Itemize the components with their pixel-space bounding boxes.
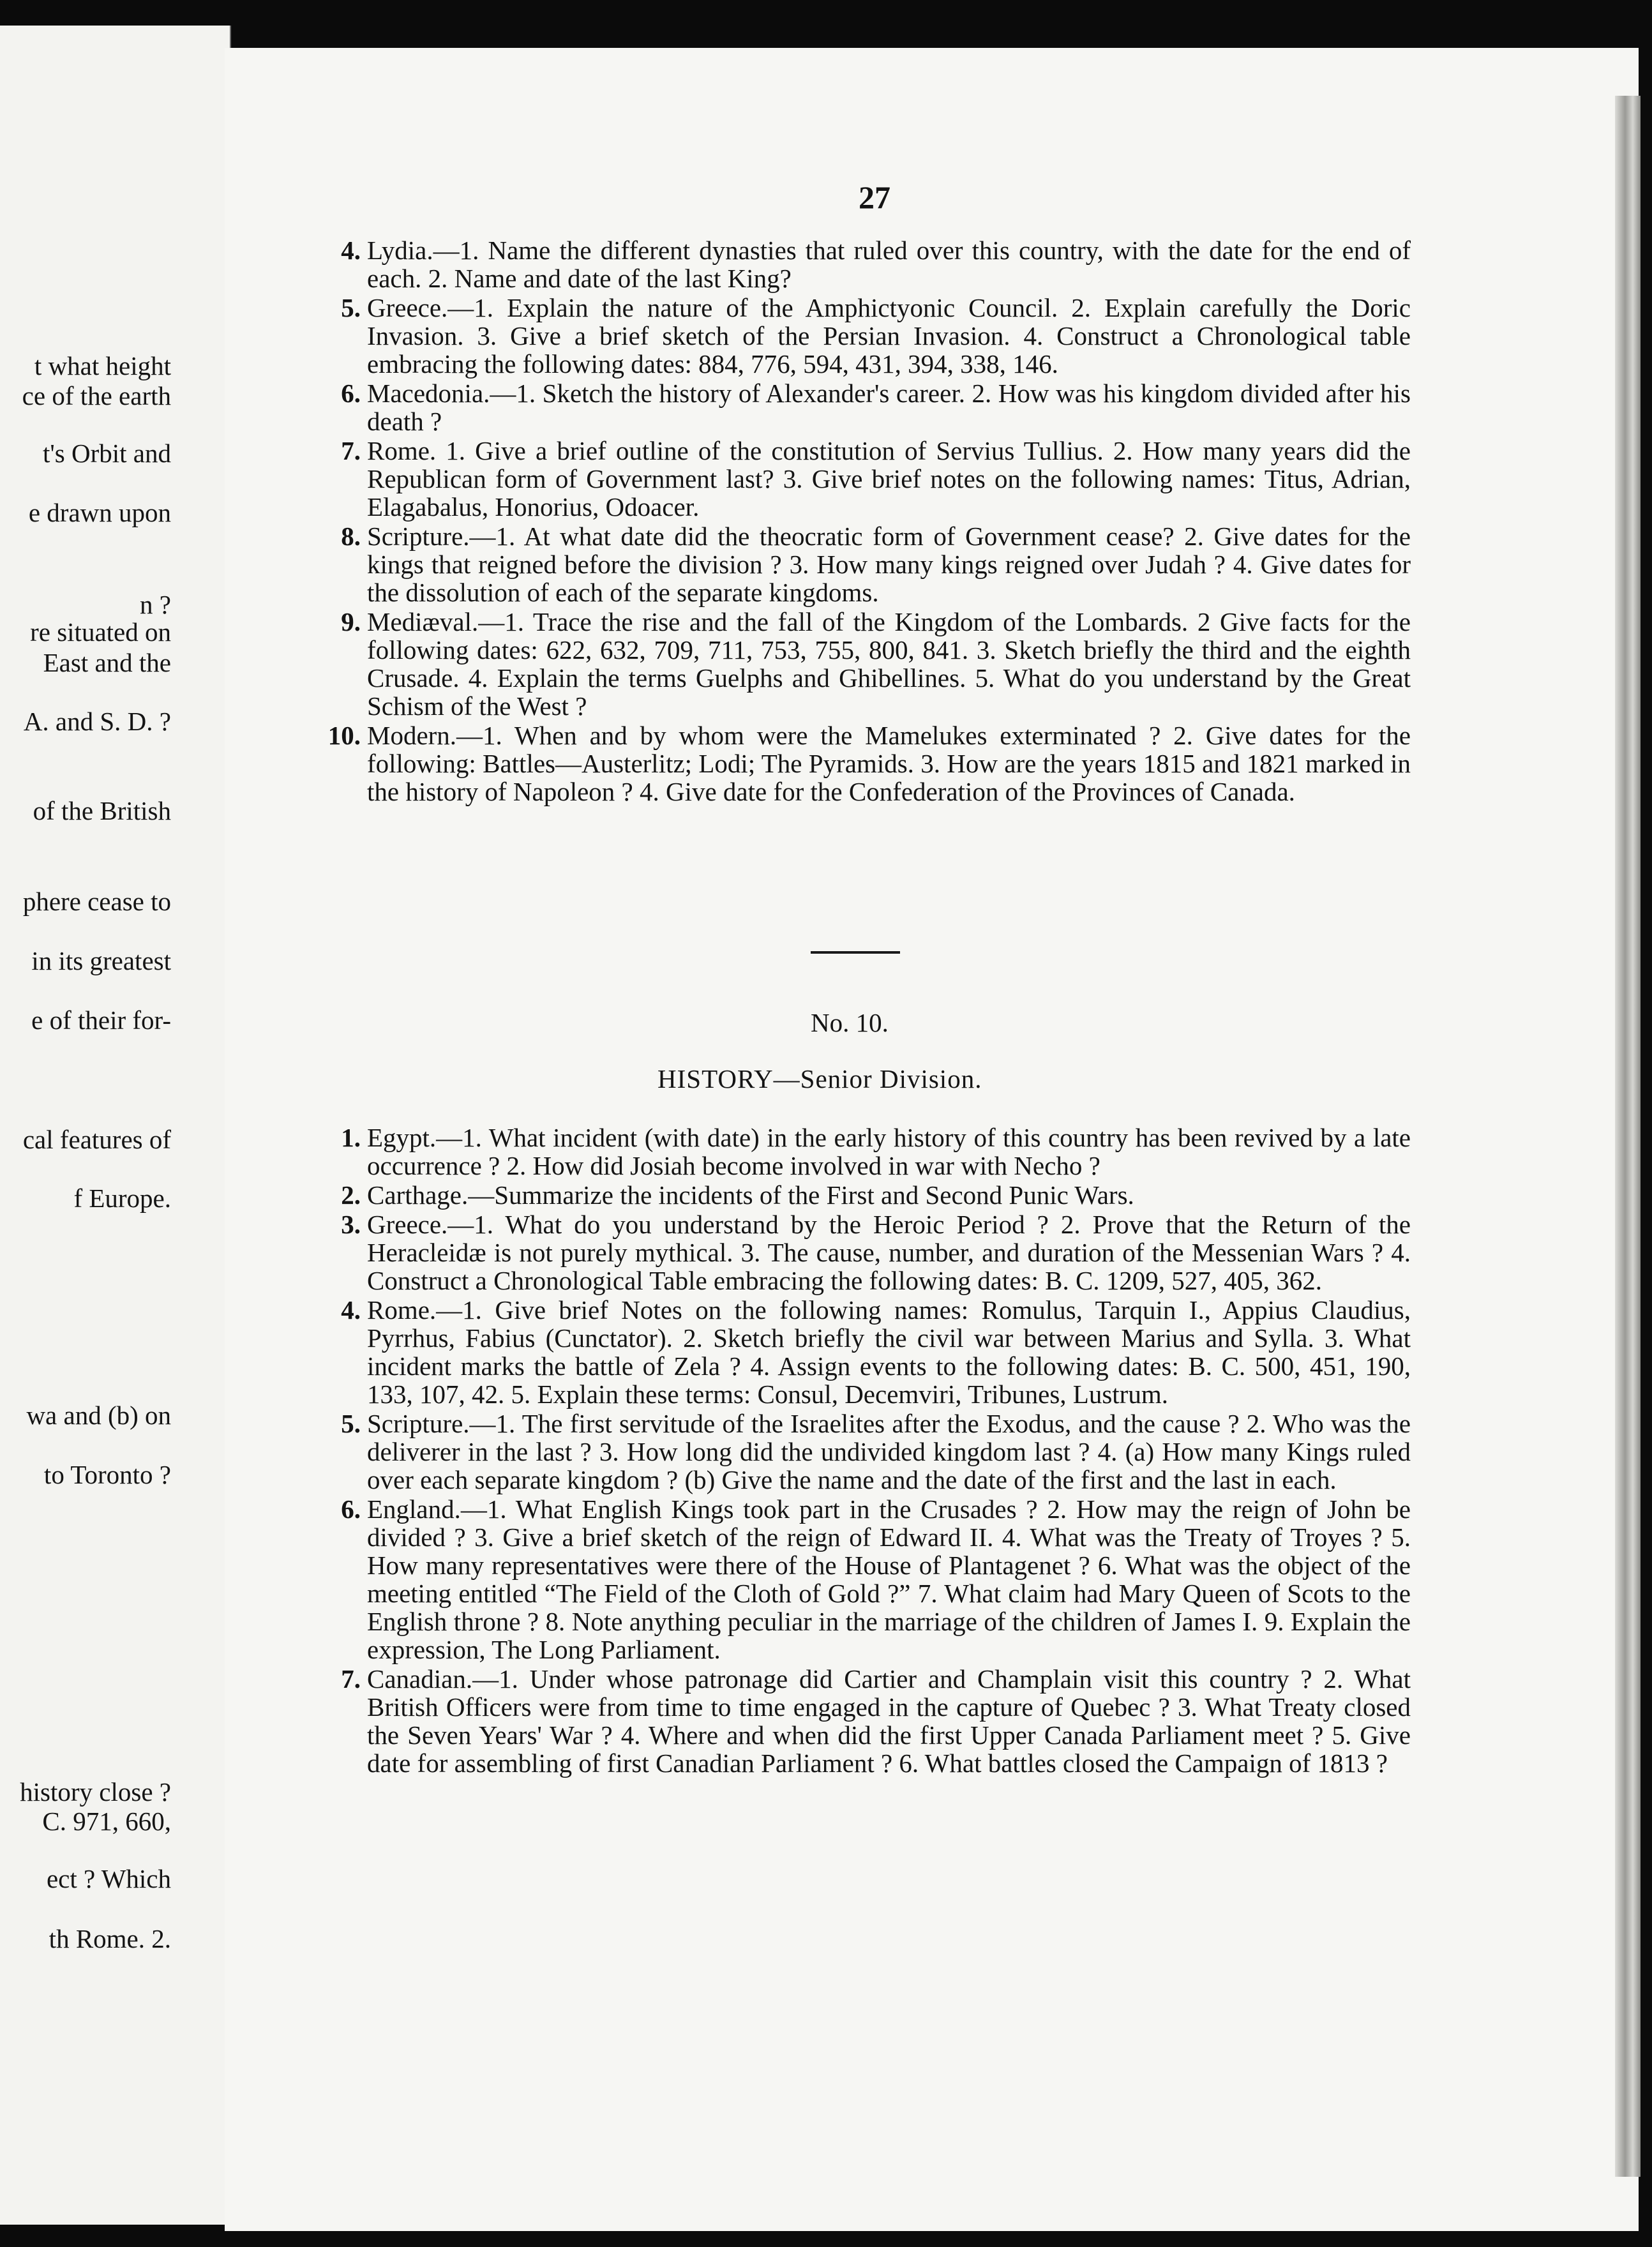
question-text: England.—1. What English Kings took part in the Crusades ? 2. How may the reign of John be divided ? 3. Give a brief sketch of the reign of Edward II. 4. What was the Treaty of Troyes ? 5. How many representatives were there of the House of Plantagenet ? 6. What was the object of the meeting entitled “The Field of the Cloth of Gold ?” 7. What claim had Mary Queen of Scots to the English throne ? 8. Note anything peculiar in the marriage of the children of James I. 9. Explain the expression, The Long Parliament.	[367, 1494, 1411, 1664]
left-page-line: history close ?	[20, 1777, 171, 1807]
question-number: 6.	[341, 1494, 361, 1524]
question-text: Scripture.—1. The first servitude of the Israelites after the Exodus, and the cause ? 2. Who was the deliverer in the last ? 3. How long did the undivided kingdom last ? 4. (a) How many Kings ruled over each separate kingdom ? (b) Give the name and the date of the first and the last in each.	[367, 1409, 1411, 1494]
question-number: 5.	[341, 1409, 361, 1438]
left-page-line: East and the	[43, 648, 171, 677]
left-page-line: phere cease to	[22, 887, 171, 916]
left-page	[0, 26, 231, 2225]
question-item	[306, 721, 1411, 806]
left-page-line: e of their for-	[31, 1005, 171, 1035]
paper-number: No. 10.	[811, 1008, 889, 1037]
question-text: Lydia.—1. Name the different dynasties that ruled over this country, with the date for the end of each. 2. Name and date of the last King?	[367, 236, 1411, 293]
question-number: 4.	[341, 236, 361, 265]
question-item	[306, 1296, 1411, 1408]
question-item	[306, 1495, 1411, 1664]
left-page-line: ce of the earth	[22, 381, 171, 410]
question-item	[306, 236, 1411, 292]
left-page-line: wa and (b) on	[26, 1401, 171, 1430]
left-page-line: f Europe.	[73, 1184, 171, 1213]
left-page-line: A. and S. D. ?	[23, 707, 171, 736]
left-page-line: cal features of	[22, 1125, 171, 1154]
question-number: 4.	[341, 1295, 361, 1325]
question-text: Macedonia.—1. Sketch the history of Alexander's career. 2. How was his kingdom divided after his death ?	[367, 379, 1411, 436]
left-page-line: in its greatest	[31, 946, 171, 975]
question-number: 6.	[341, 379, 361, 408]
left-page-line: t what height	[34, 351, 171, 380]
left-page-line: th Rome. 2.	[49, 1924, 171, 1953]
left-page-line: re situated on	[30, 617, 171, 647]
question-item	[306, 1409, 1411, 1494]
left-page-line: t's Orbit and	[43, 439, 171, 468]
question-number: 5.	[341, 293, 361, 322]
question-text: Mediæval.—1. Trace the rise and the fall of the Kingdom of the Lombards. 2 Give facts for the following dates: 622, 632, 709, 711, 753, 755, 800, 841. 3. Sketch briefly the third and the eighth Crusade. 4. Explain the terms Guelphs and Ghibellines. 5. What do you understand by the Great Schism of the West ?	[367, 607, 1411, 721]
question-item	[306, 379, 1411, 435]
question-text: Modern.—1. When and by whom were the Mamelukes exterminated ? 2. Give dates for the following: Battles—Austerlitz; Lodi; The Pyramids. 3. How are the years 1815 and 1821 marked in the history of Napoleon ? 4. Give date for the Confederation of the Provinces of Canada.	[367, 721, 1411, 806]
left-page-line: ect ? Which	[46, 1864, 171, 1893]
question-number: 3.	[341, 1210, 361, 1239]
question-text: Rome. 1. Give a brief outline of the constitution of Servius Tullius. 2. How many years did the Republican form of Government last? 3. Give brief notes on the following names: Titus, Adrian, Elagabalus, Honorius, Odoacer.	[367, 436, 1411, 522]
question-text: Carthage.—Summarize the incidents of the First and Second Punic Wars.	[367, 1180, 1134, 1210]
question-number: 7.	[341, 436, 361, 465]
question-text: Canadian.—1. Under whose patronage did Cartier and Champlain visit this country ? 2. What British Officers were from time to time engaged in the capture of Quebec ? 3. What Treaty closed the Seven Years' War ? 4. Where and when did the first Upper Canada Parliament meet ? 5. Give date for assembling of first Canadian Parliament ? 6. What battles closed the Campaign of 1813 ?	[367, 1664, 1411, 1778]
question-item	[306, 294, 1411, 378]
question-text: Egypt.—1. What incident (with date) in the early history of this country has been revived by a late occurrence ? 2. How did Josiah become involved in war with Necho ?	[367, 1123, 1411, 1180]
question-item	[306, 522, 1411, 606]
question-item	[306, 437, 1411, 521]
junior-questions	[306, 236, 1411, 807]
question-item	[306, 1181, 1411, 1209]
section-divider	[811, 951, 900, 954]
question-text: Greece.—1. What do you understand by the Heroic Period ? 2. Prove that the Return of the Heracleidæ is not purely mythical. 3. The cause, number, and duration of the Messenian Wars ? 4. Construct a Chronological Table embracing the following dates: B. C. 1209, 527, 405, 362.	[367, 1210, 1411, 1295]
question-item	[306, 1665, 1411, 1777]
question-number: 9.	[341, 607, 361, 636]
question-text: Rome.—1. Give brief Notes on the following names: Romulus, Tarquin I., Appius Claudius, Pyrrhus, Fabius (Cunctator). 2. Sketch briefly the civil war between Marius and Sylla. 3. What incident marks the battle of Zela ? 4. Assign events to the following dates: B. C. 500, 451, 190, 133, 107, 42. 5. Explain these terms: Consul, Decemviri, Tribunes, Lustrum.	[367, 1295, 1411, 1409]
question-item	[306, 1210, 1411, 1295]
question-item	[306, 608, 1411, 720]
question-text: Scripture.—1. At what date did the theocratic form of Government cease? 2. Give dates for the kings that reigned before the division ? 3. How many kings reigned over Judah ? 4. Give dates for the dissolution of each of the separate kingdoms.	[367, 522, 1411, 607]
question-number: 8.	[341, 522, 361, 551]
left-page-line: to Toronto ?	[43, 1460, 171, 1489]
page-number: 27	[859, 179, 890, 215]
page-edge	[1615, 96, 1641, 2177]
question-text: Greece.—1. Explain the nature of the Amphictyonic Council. 2. Explain carefully the Doric Invasion. 3. Give a brief sketch of the Persian Invasion. 4. Construct a Chronological table embracing the following dates: 884, 776, 594, 431, 394, 338, 146.	[367, 293, 1411, 379]
left-page-line: of the British	[33, 796, 171, 825]
question-item	[306, 1124, 1411, 1180]
left-page-line: n ?	[140, 590, 171, 619]
left-page-line: C. 971, 660,	[42, 1807, 171, 1836]
division-title: HISTORY—Senior Division.	[657, 1064, 982, 1093]
question-number: 7.	[341, 1664, 361, 1694]
senior-questions	[306, 1124, 1411, 1778]
question-number: 10.	[327, 721, 361, 750]
question-number: 1.	[341, 1123, 361, 1152]
question-number: 2.	[341, 1180, 361, 1210]
left-page-line: e drawn upon	[28, 498, 171, 527]
